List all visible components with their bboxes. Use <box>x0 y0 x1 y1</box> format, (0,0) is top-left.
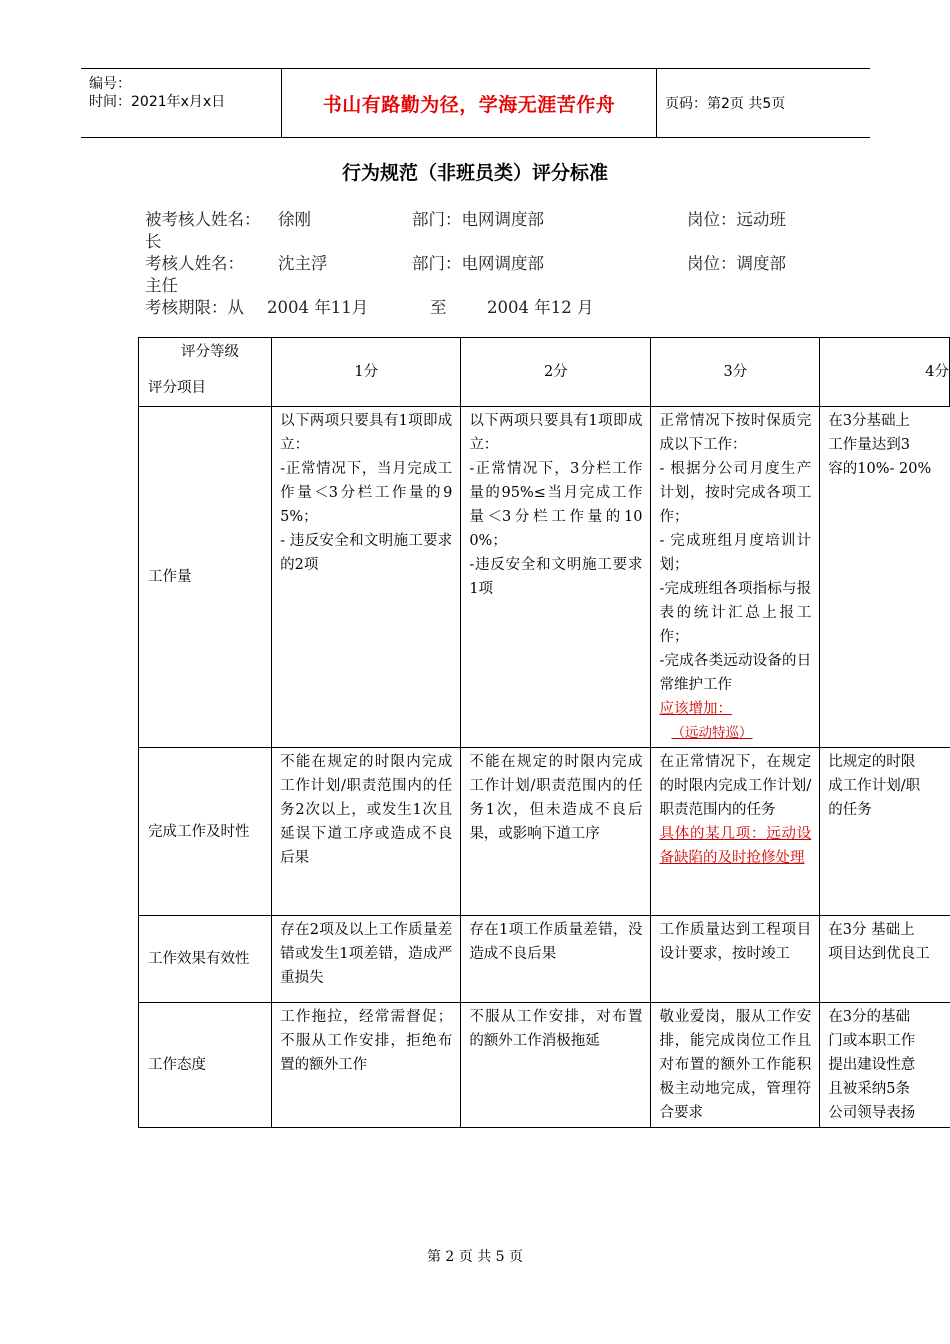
header-page-cell <box>657 69 870 137</box>
assessor-department: 部门：电网调度部 <box>412 254 544 273</box>
item-axis-label: 评分项目 <box>148 380 206 396</box>
table-row <box>139 407 950 748</box>
timeliness-grade-3-cell <box>651 748 820 916</box>
assessor-post-wrap: 主任 <box>145 276 178 295</box>
assessor-name: 沈主浮 <box>278 254 328 273</box>
effectiveness-grade-3: 工作质量达到工程项目设计要求，按时竣工 <box>651 916 820 1003</box>
page-footer: 第 2 页 共 5 页 <box>426 1249 524 1265</box>
assessor-label: 考核人姓名： <box>145 254 244 273</box>
effectiveness-grade-4: 在3分 基础上 项目达到优良工 <box>820 916 950 1003</box>
period-end: 2004 年12 月 <box>487 298 594 317</box>
row-label-effectiveness: 工作效果有效性 <box>139 916 272 1003</box>
attitude-grade-4: 在3分的基础 门或本职工作 提出建设性意 且被采纳5条 公司领导表扬 <box>820 1003 950 1128</box>
doc-number: 编号： <box>89 76 131 92</box>
assessee-label: 被考核人姓名： <box>145 210 261 229</box>
period-to: 至 <box>430 298 447 317</box>
table-row <box>139 748 950 916</box>
table-header-row <box>139 338 950 407</box>
grade-header-3: 3分 <box>651 338 820 407</box>
table-row <box>139 916 950 1003</box>
header-corner-cell <box>139 338 272 407</box>
assessor-post: 岗位：调度部 <box>687 254 786 273</box>
document-title: 行为规范（非班员类）评分标准 <box>341 162 608 184</box>
workload-grade-3: 正常情况下按时保质完成以下工作： - 根据分公司月度生产计划，按时完成各项工作； - 完成班组月度培训计划； -完成班组各项指标与报表的统计汇总上报工作； -完成各类远动设备的日常维护工作 <box>659 413 812 693</box>
timeliness-grade-3: 在正常情况下，在规定的时限内完成工作计划/职责范围内的任务 <box>659 754 812 818</box>
assessee-post: 岗位：远动班 <box>687 210 786 229</box>
row-label-attitude: 工作态度 <box>139 1003 272 1128</box>
table-row <box>139 1003 950 1128</box>
workload-grade-2: 以下两项只要具有1项即成立： -正常情况下，3分栏工作量的95%≤当月完成工作量＜3分栏工作量的100%； -违反安全和文明施工要求1项 <box>461 407 651 748</box>
assessee-name: 徐刚 <box>278 210 311 229</box>
scoring-table <box>138 337 950 1128</box>
doc-date: 时间：2021年x月x日 <box>89 94 226 110</box>
attitude-grade-3: 敬业爱岗，服从工作安排，能完成岗位工作且对布置的额外工作能积极主动地完成，管理符合要求 <box>651 1003 820 1128</box>
timeliness-grade-4: 比规定的时限 成工作计划/职 的任务 <box>820 748 950 916</box>
period-start: 2004 年11月 <box>267 298 369 317</box>
timeliness-grade-3-note: 具体的某几项：远动设备缺陷的及时抢修处理 <box>659 826 812 866</box>
attitude-grade-1: 工作拖拉，经常需督促；不服从工作安排，拒绝布置的额外工作 <box>272 1003 461 1128</box>
effectiveness-grade-1: 存在2项及以上工作质量差错或发生1项差错，造成严重损失 <box>272 916 461 1003</box>
attitude-grade-2: 不服从工作安排，对布置的额外工作消极拖延 <box>461 1003 651 1128</box>
row-label-workload: 工作量 <box>139 407 272 748</box>
timeliness-grade-1: 不能在规定的时限内完成工作计划/职责范围内的任务2次以上，或发生1次且延误下道工序或造成不良后果 <box>272 748 461 916</box>
assessee-post-wrap: 长 <box>145 232 162 251</box>
page-header <box>81 68 870 138</box>
period-label: 考核期限：从 <box>145 298 244 317</box>
workload-grade-3-cell <box>651 407 820 748</box>
grade-header-4: 4分 <box>820 338 950 407</box>
grade-header-2: 2分 <box>461 338 651 407</box>
motto: 书山有路勤为径，学海无涯苦作舟 <box>322 93 616 116</box>
header-motto-cell <box>281 69 657 137</box>
grade-header-1: 1分 <box>272 338 461 407</box>
page-indicator: 页码：第2页 共5页 <box>665 96 786 112</box>
workload-grade-3-note2: （远动特巡） <box>671 725 753 741</box>
row-label-timeliness: 完成工作及时性 <box>139 748 272 916</box>
header-meta <box>81 69 281 137</box>
effectiveness-grade-2: 存在1项工作质量差错，没造成不良后果 <box>461 916 651 1003</box>
workload-grade-1: 以下两项只要具有1项即成立： -正常情况下，当月完成工作量＜3分栏工作量的95%； - 违反安全和文明施工要求的2项 <box>272 407 461 748</box>
timeliness-grade-2: 不能在规定的时限内完成工作计划/职责范围内的任务1次，但未造成不良后果，或影响下道工序 <box>461 748 651 916</box>
grade-axis-label: 评分等级 <box>181 344 239 360</box>
workload-grade-4: 在3分基础上 工作量达到3 容的10%- 20% <box>820 407 950 748</box>
assessee-department: 部门：电网调度部 <box>412 210 544 229</box>
workload-grade-3-note: 应该增加： <box>659 701 732 717</box>
